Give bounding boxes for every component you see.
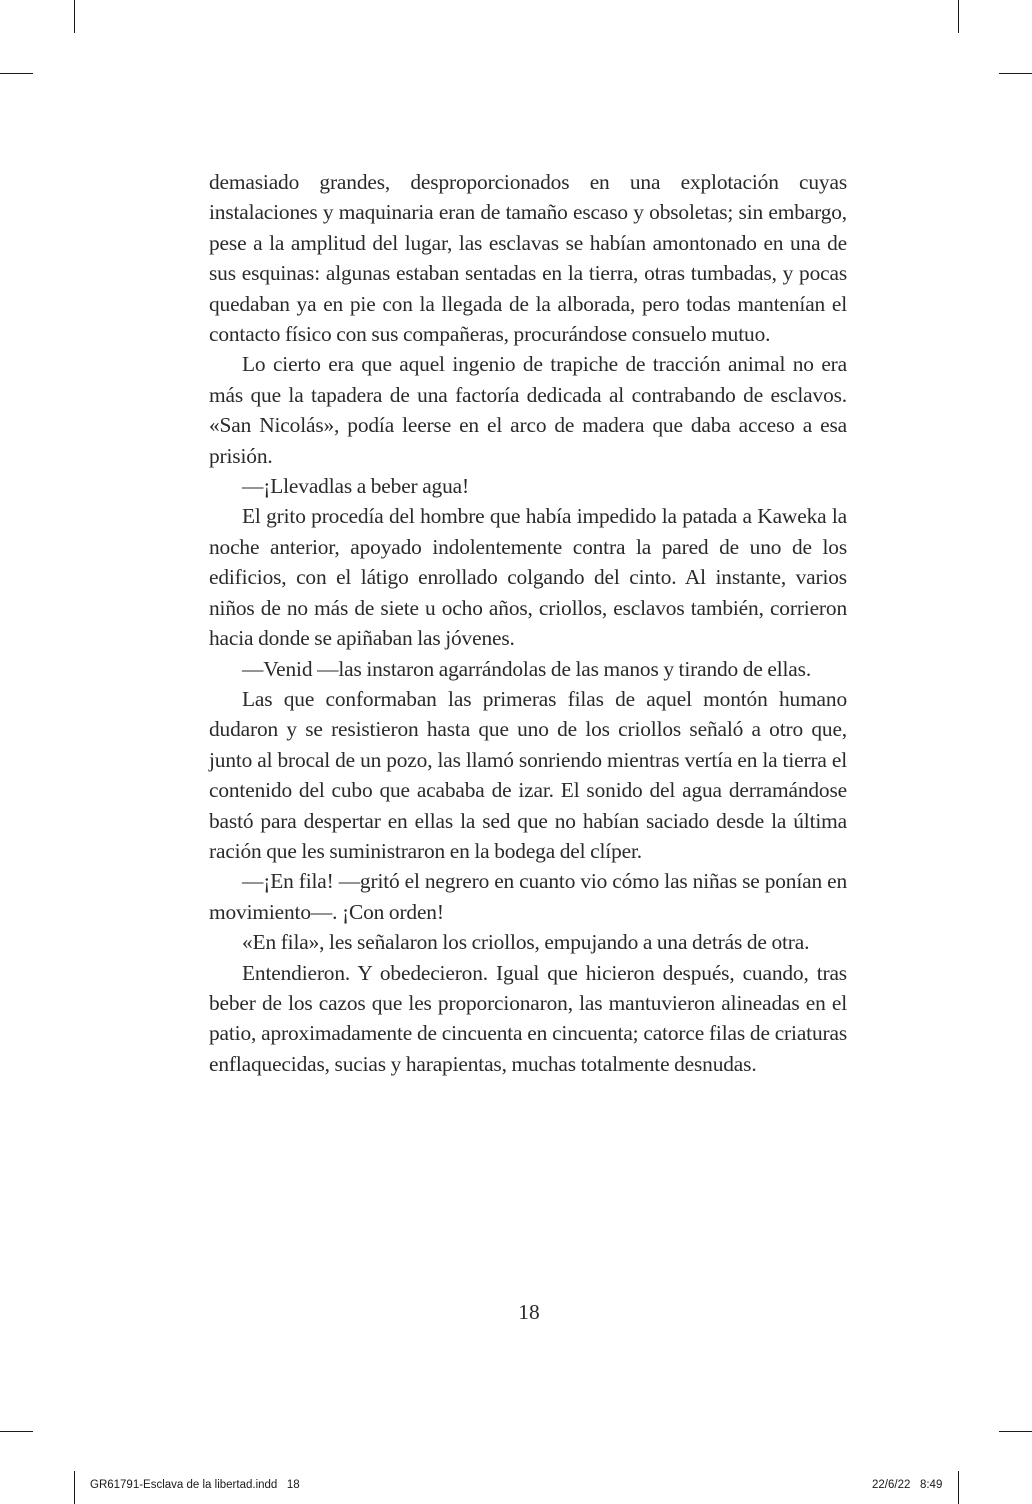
paragraph-4: El grito procedía del hombre que había impedido la patada a Kaweka la noche anterior, apoyado indolentemente contra la pared de uno de los edificios, con el látigo enrollado colgando del cinto. Al instante, varios niños de no más de siete u ocho años, criollos, esclavos también, corrieron hacia donde se apiñaban las jóvenes. [209,504,847,651]
paragraph-8: «En fila», les señalaron los criollos, empujando a una detrás de otra. [242,930,810,955]
crop-mark-left-bottom [0,1431,33,1432]
paragraph-6: Las que conformaban las primeras filas de aquel montón humano dudaron y se resistieron hasta que uno de los criollos señaló a otro que, junto al brocal de un pozo, las llamó sonriendo mientras vertía en la tierra el contenido del cubo que acababa de izar. El sonido del agua derramándose bastó para despertar en ellas la sed que no habían saciado desde la última ración que les suministraron en la bodega del clíper. [209,686,847,863]
slug-file-name: GR61791-Esclava de la libertad.indd 18 [90,1479,300,1491]
crop-mark-left-top [0,73,33,74]
slug-date-time: 22/6/22 8:49 [872,1479,943,1491]
paragraph-1: demasiado grandes, desproporcionados en una explotación cuyas instalaciones y maquinaria eran de tamaño escaso y obsoletas; sin embargo, pese a la amplitud del lugar, las esclavas se habían amontonado en una de sus esquinas: algunas estaban sentadas en la tierra, otras tumbadas, y pocas quedaban ya en pie con la llegada de la alborada, pero todas mantenían el contacto físico con sus compañeras, procurándose consuelo mutuo. [209,170,847,347]
paragraph-3: —¡Llevadlas a beber agua! [242,474,469,499]
paragraph-2: Lo cierto era que aquel ingenio de trapiche de tracción animal no era más que la tapadera de una factoría dedicada al contrabando de esclavos. «San Nicolás», podía leerse en el arco de madera que daba acceso a esa prisión. [209,352,847,468]
paragraph-5: —Venid —las instaron agarrándolas de las manos y tirando de ellas. [242,656,812,681]
crop-mark-right-top [999,73,1032,74]
paragraph-9: Entendieron. Y obedecieron. Igual que hicieron después, cuando, tras beber de los cazos que les proporcionaron, las mantuvieron alineadas en el patio, aproximadamente de cincuenta en cincuenta; catorce filas de criaturas enflaquecidas, sucias y harapientas, muchas totalmente desnudas. [209,960,847,1076]
crop-mark-bottom-left [74,1471,75,1504]
crop-mark-bottom-right [958,1471,959,1504]
body-text [209,167,847,1079]
crop-mark-top-left [74,0,75,33]
page-number: 18 [518,1300,540,1324]
crop-mark-top-right [958,0,959,33]
paragraph-7: —¡En fila! —gritó el negrero en cuanto vio cómo las niñas se ponían en movimiento—. ¡Con orden! [209,869,847,924]
crop-mark-right-bottom [999,1431,1032,1432]
